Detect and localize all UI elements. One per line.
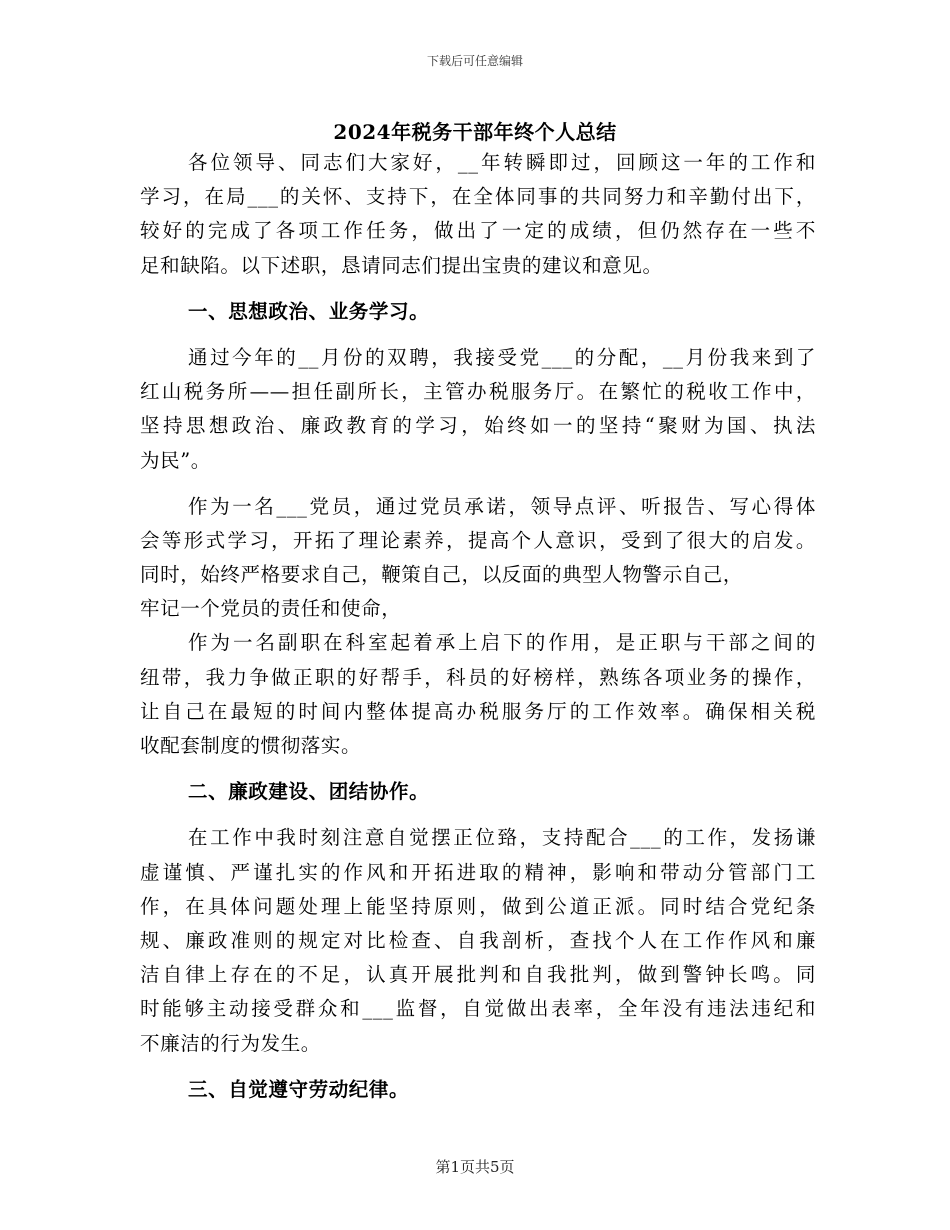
paragraph-line: 通过今年的__月份的双聘，我接受党___的分配，__月份我来到了 (188, 345, 816, 369)
paragraph-line: 规、廉政准则的规定对比检查、自我剖析，查找个人在工作作风和廉 (140, 928, 816, 952)
paragraph-line: 洁自律上存在的不足，认真开展批判和自我批判，做到警钟长鸣。同 (140, 963, 816, 987)
paragraph-line: 让自己在最短的时间内整体提高办税服务厅的工作效率。确保相关税 (140, 699, 816, 723)
paragraph-line: 时能够主动接受群众和___监督，自觉做出表率，全年没有违法违纪和 (140, 997, 816, 1021)
section-heading: 二、廉政建设、团结协作。 (188, 780, 430, 804)
paragraph-line: 作为一名副职在科室起着承上启下的作用，是正职与干部之间的 (188, 631, 816, 655)
paragraph-line: 同时，始终严格要求自己，鞭策自己，以反面的典型人物警示自己， (140, 563, 744, 587)
paragraph-line: 红山税务所——担任副所长，主管办税服务厅。在繁忙的税收工作中， (140, 380, 816, 404)
paragraph-line: 纽带，我力争做正职的好帮手，科员的好榜样，熟练各项业务的操作， (140, 665, 816, 689)
paragraph-line: 学习，在局___的关怀、支持下，在全体同事的共同努力和辛勤付出下， (140, 185, 816, 209)
page-header-note: 下载后可任意编辑 (426, 54, 523, 68)
paragraph-line: 牢记一个党员的责任和使命， (140, 597, 402, 621)
paragraph-line: 不廉洁的行为发生。 (140, 1031, 321, 1055)
document-title: 2024年税务干部年终个人总结 (333, 120, 617, 144)
paragraph-line: 各位领导、同志们大家好，__年转瞬即过，回顾这一年的工作和 (188, 151, 816, 174)
paragraph-line: 虚谨慎、严谨扎实的作风和开拓进取的精神，影响和带动分管部门工 (140, 860, 816, 884)
paragraph-line: 收配套制度的惯彻落实。 (140, 734, 362, 757)
paragraph-line: 较好的完成了各项工作任务，做出了一定的成绩，但仍然存在一些不 (140, 219, 816, 243)
paragraph-line: 作为一名___党员，通过党员承诺，领导点评、听报告、写心得体 (188, 494, 816, 518)
page-footer: 第1页共5页 (435, 1158, 515, 1176)
section-heading: 三、自觉遵守劳动纪律。 (188, 1077, 410, 1101)
paragraph-line: 在工作中我时刻注意自觉摆正位臵，支持配合___的工作，发扬谦 (188, 826, 816, 850)
paragraph-line: 坚持思想政治、廉政教育的学习，始终如一的坚持“聚财为国、执法 (140, 414, 816, 438)
paragraph-line: 足和缺陷。以下述职，恳请同志们提出宝贵的建议和意见。 (140, 253, 663, 277)
paragraph-line: 为民”。 (140, 448, 211, 472)
paragraph-line: 作，在具体问题处理上能坚持原则，做到公道正派。同时结合党纪条 (140, 894, 816, 918)
paragraph-line: 会等形式学习，开拓了理论素养，提高个人意识，受到了很大的启发。 (140, 528, 816, 552)
section-heading: 一、思想政治、业务学习。 (188, 299, 430, 323)
document-body (140, 146, 816, 1107)
